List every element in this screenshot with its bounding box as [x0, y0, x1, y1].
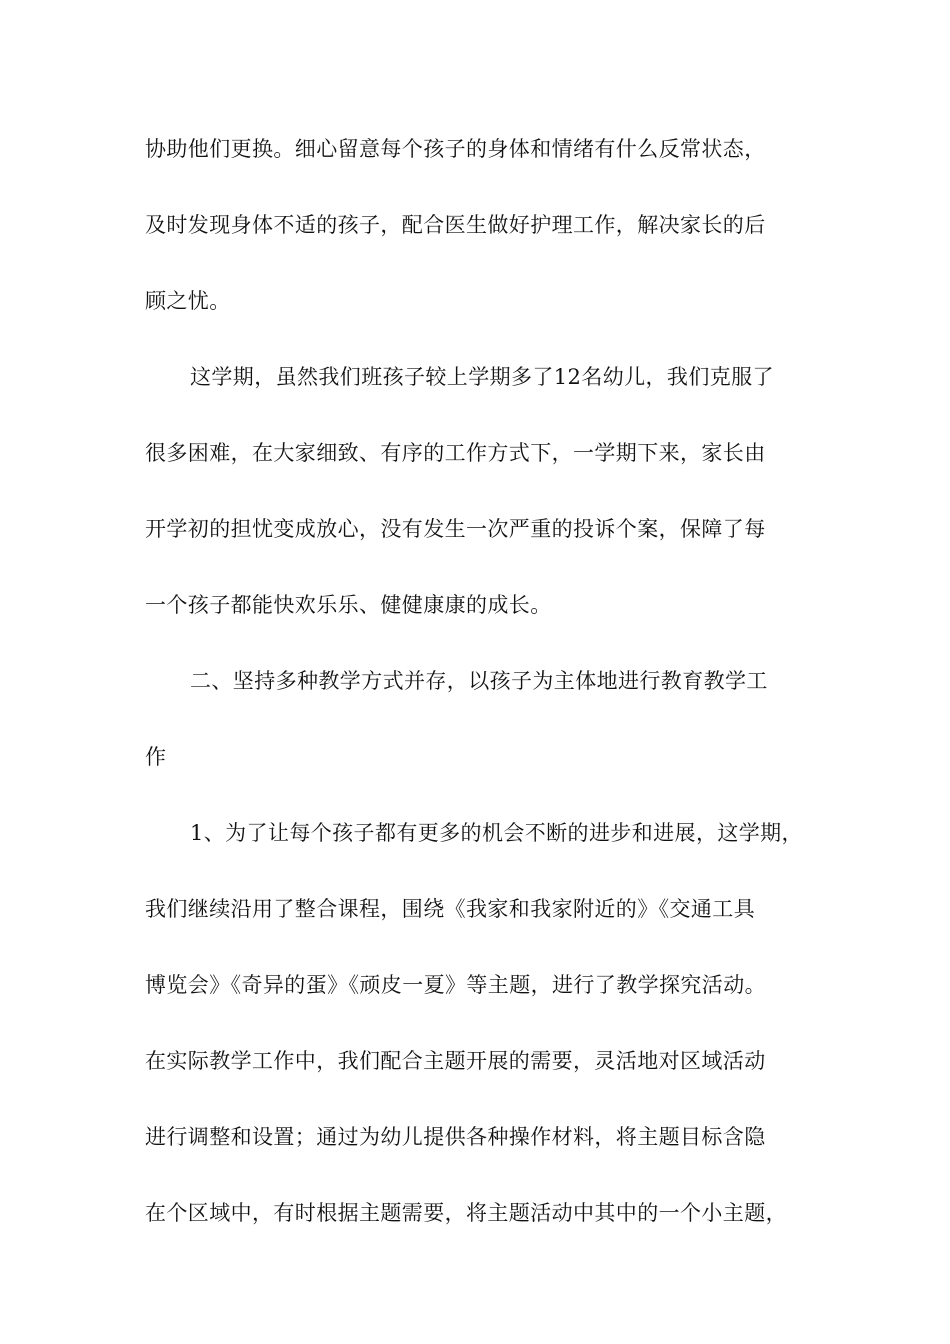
section-heading-continuation: 作	[145, 745, 167, 769]
text-line: 我们继续沿用了整合课程，围绕《我家和我家附近的》《交通工具	[145, 897, 756, 921]
text-line: 一个孩子都能快欢乐乐、健健康康的成长。	[145, 593, 552, 617]
text-line: 顾之忧。	[145, 289, 231, 313]
text-line: 很多困难，在大家细致、有序的工作方式下，一学期下来，家长由	[145, 441, 766, 465]
text-line: 开学初的担忧变成放心，没有发生一次严重的投诉个案，保障了每	[145, 517, 766, 541]
text-line: 协助他们更换。细心留意每个孩子的身体和情绪有什么反常状态，	[145, 137, 766, 161]
text-line: 博览会》《奇异的蛋》《顽皮一夏》等主题，进行了教学探究活动。	[145, 973, 766, 997]
paragraph-first-line: 1、为了让每个孩子都有更多的机会不断的进步和进展，这学期，	[190, 821, 803, 845]
text-line: 在个区域中，有时根据主题需要，将主题活动中其中的一个小主题，	[145, 1201, 787, 1225]
paragraph-first-line: 这学期，虽然我们班孩子较上学期多了12名幼儿，我们克服了	[190, 365, 774, 389]
text-line: 进行调整和设置；通过为幼儿提供各种操作材料，将主题目标含隐	[145, 1125, 766, 1149]
text-line: 在实际教学工作中，我们配合主题开展的需要，灵活地对区域活动	[145, 1049, 766, 1073]
text-line: 及时发现身体不适的孩子，配合医生做好护理工作，解决家长的后	[145, 213, 766, 237]
section-heading: 二、坚持多种教学方式并存，以孩子为主体地进行教育教学工	[190, 669, 768, 693]
